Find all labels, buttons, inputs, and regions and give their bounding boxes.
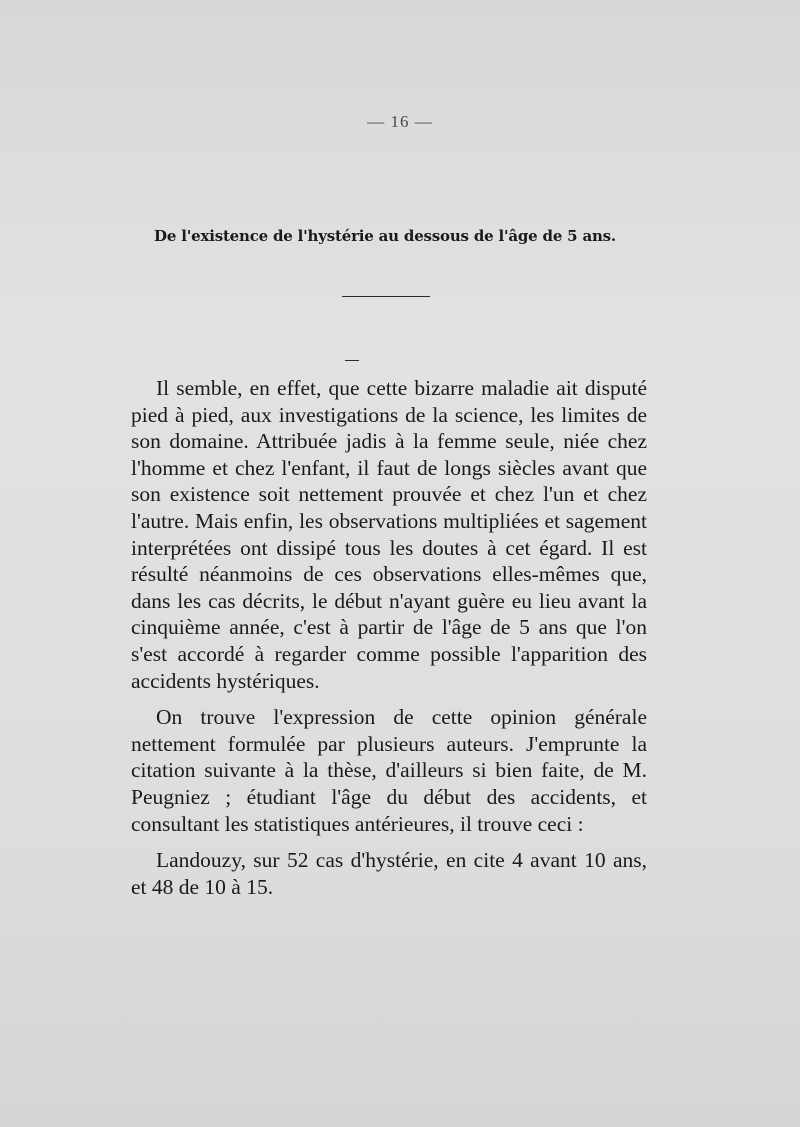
paragraph-2: On trouve l'expression de cette opinion générale nettement formulée par plusieurs auteurs. J'emprunte la citation suivante à la thèse, d'ailleurs si bien faite, de M. Peugniez ; étudiant l'âge du début des accidents, et consultant les statistiques antérieures, il trouve ceci :	[131, 705, 647, 836]
section-title: De l'existence de l'hystérie au dessous de l'âge de 5 ans.	[154, 227, 616, 245]
page-number: — 16 —	[367, 112, 433, 131]
paragraph-3: Landouzy, sur 52 cas d'hystérie, en cite 4 avant 10 ans, et 48 de 10 à 15.	[131, 848, 647, 899]
separator-rule	[342, 296, 430, 297]
separator-dash	[345, 360, 359, 361]
body-text	[131, 375, 647, 910]
paragraph-1: Il semble, en effet, que cette bizarre maladie ait disputé pied à pied, aux investigations de la science, les limites de son domaine. Attribuée jadis à la femme seule, niée chez l'homme et chez l'enfant, il faut de longs siècles avant que son existence soit nettement prouvée et chez l'un et chez l'autre. Mais enfin, les observations multipliées et sagement interprétées ont dissipé tous les doutes à cet égard. Il est résulté néanmoins de ces observations elles-mêmes que, dans les cas décrits, le début n'ayant guère eu lieu avant la cinquième année, c'est à partir de l'âge de 5 ans que l'on s'est accordé à regarder comme possible l'apparition des accidents hystériques.	[131, 376, 647, 693]
